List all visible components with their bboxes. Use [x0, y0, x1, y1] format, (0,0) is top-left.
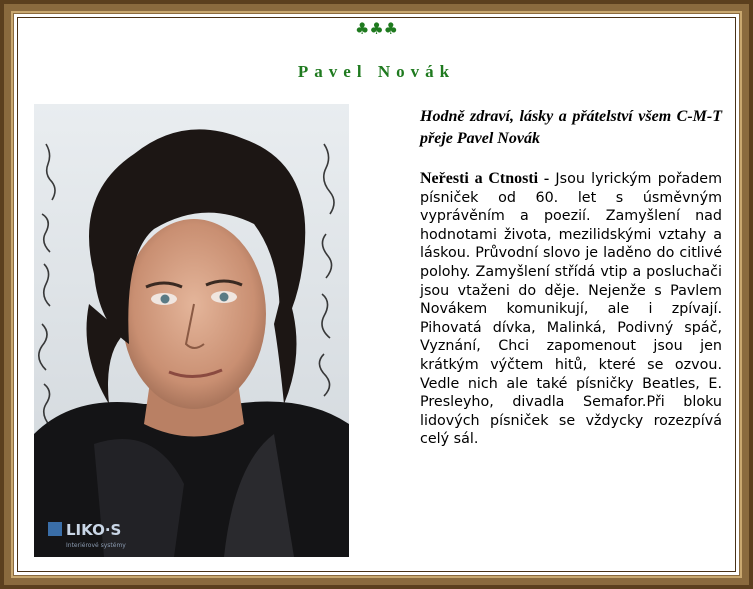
paragraph-body: Jsou lyrickým pořadem písniček od 60. let s úsměvným vyprávěním a poezií. Zamyšlení nad hodnotami života, mezilidskými vztahy a láskou. Průvodní slovo je laděno do citlivé polohy. Zamyšlení střídá vtip a posluchači jsou vtaženi do děje. Nejenže s Pavlem Novákem komunikují, ale i zpívají. Pihovatá dívka, Malinká, Podivný spáč, Vyznání, Chci zapomenout jsou jen krátkým výčtem hitů, které se ozvou. Vedle nich ale také písničky Beatles, E. Presleyho, divadla Semafor.Při bloku lidových písniček se vždycky rozezpívá celý sál.: [420, 171, 723, 448]
description-paragraph: [420, 170, 722, 449]
svg-text:Interiérové systémy: Interiérové systémy: [66, 542, 126, 549]
greeting-text: Hodně zdraví, lásky a přátelství všem C-M-T přeje Pavel Novák: [420, 108, 722, 147]
portrait-illustration: [34, 104, 349, 557]
svg-text:LIKO·S: LIKO·S: [66, 521, 122, 539]
page-title: Pavel Novák: [297, 62, 456, 81]
paragraph-lead: Neřesti a Ctnosti -: [420, 170, 550, 187]
clubs-ornament: ♣♣♣: [354, 19, 399, 38]
article-text: [420, 106, 722, 449]
autograph-photo: [34, 104, 349, 557]
